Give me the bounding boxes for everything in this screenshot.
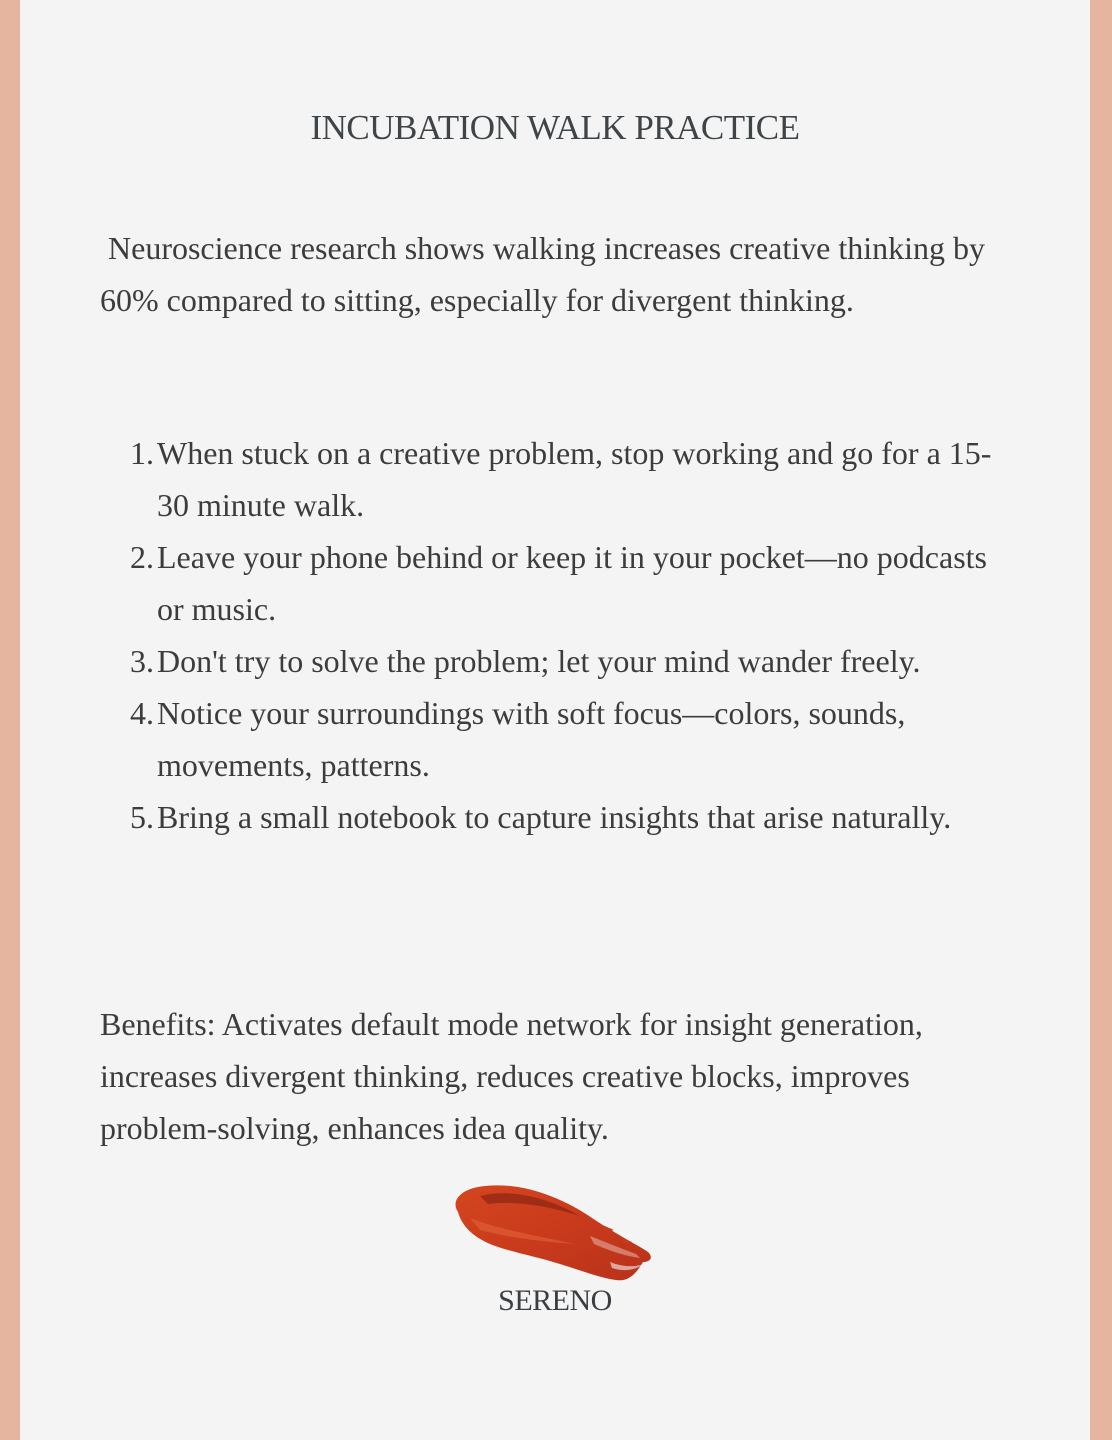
step-number: 4.	[130, 695, 154, 731]
list-item	[100, 791, 1000, 843]
step-number: 5.	[130, 799, 154, 835]
intro-paragraph: Neuroscience research shows walking increases creative thinking by 60% compared to sitting, especially for divergent thinking.	[100, 230, 985, 318]
list-item	[100, 687, 1000, 791]
lipstick-smear-icon	[440, 1178, 655, 1288]
step-number: 1.	[130, 435, 154, 471]
list-item	[100, 635, 1000, 687]
brand-name: SERENO	[498, 1284, 612, 1317]
page-title: INCUBATION WALK PRACTICE	[310, 108, 800, 147]
list-item	[100, 531, 1000, 635]
step-text: Leave your phone behind or keep it in your pocket—no podcasts or music.	[157, 539, 987, 627]
page	[20, 0, 1090, 1440]
step-text: Bring a small notebook to capture insights that arise naturally.	[157, 799, 952, 835]
step-number: 3.	[130, 643, 154, 679]
steps-list	[100, 427, 1000, 843]
benefits-paragraph: Benefits: Activates default mode network for insight generation, increases divergent thinking, reduces creative blocks, improves problem-solving, enhances idea quality.	[100, 1006, 923, 1146]
step-text: Don't try to solve the problem; let your mind wander freely.	[157, 643, 921, 679]
list-item	[100, 427, 1000, 531]
step-text: Notice your surroundings with soft focus—colors, sounds, movements, patterns.	[157, 695, 906, 783]
step-number: 2.	[130, 539, 154, 575]
step-text: When stuck on a creative problem, stop working and go for a 15-30 minute walk.	[157, 435, 992, 523]
